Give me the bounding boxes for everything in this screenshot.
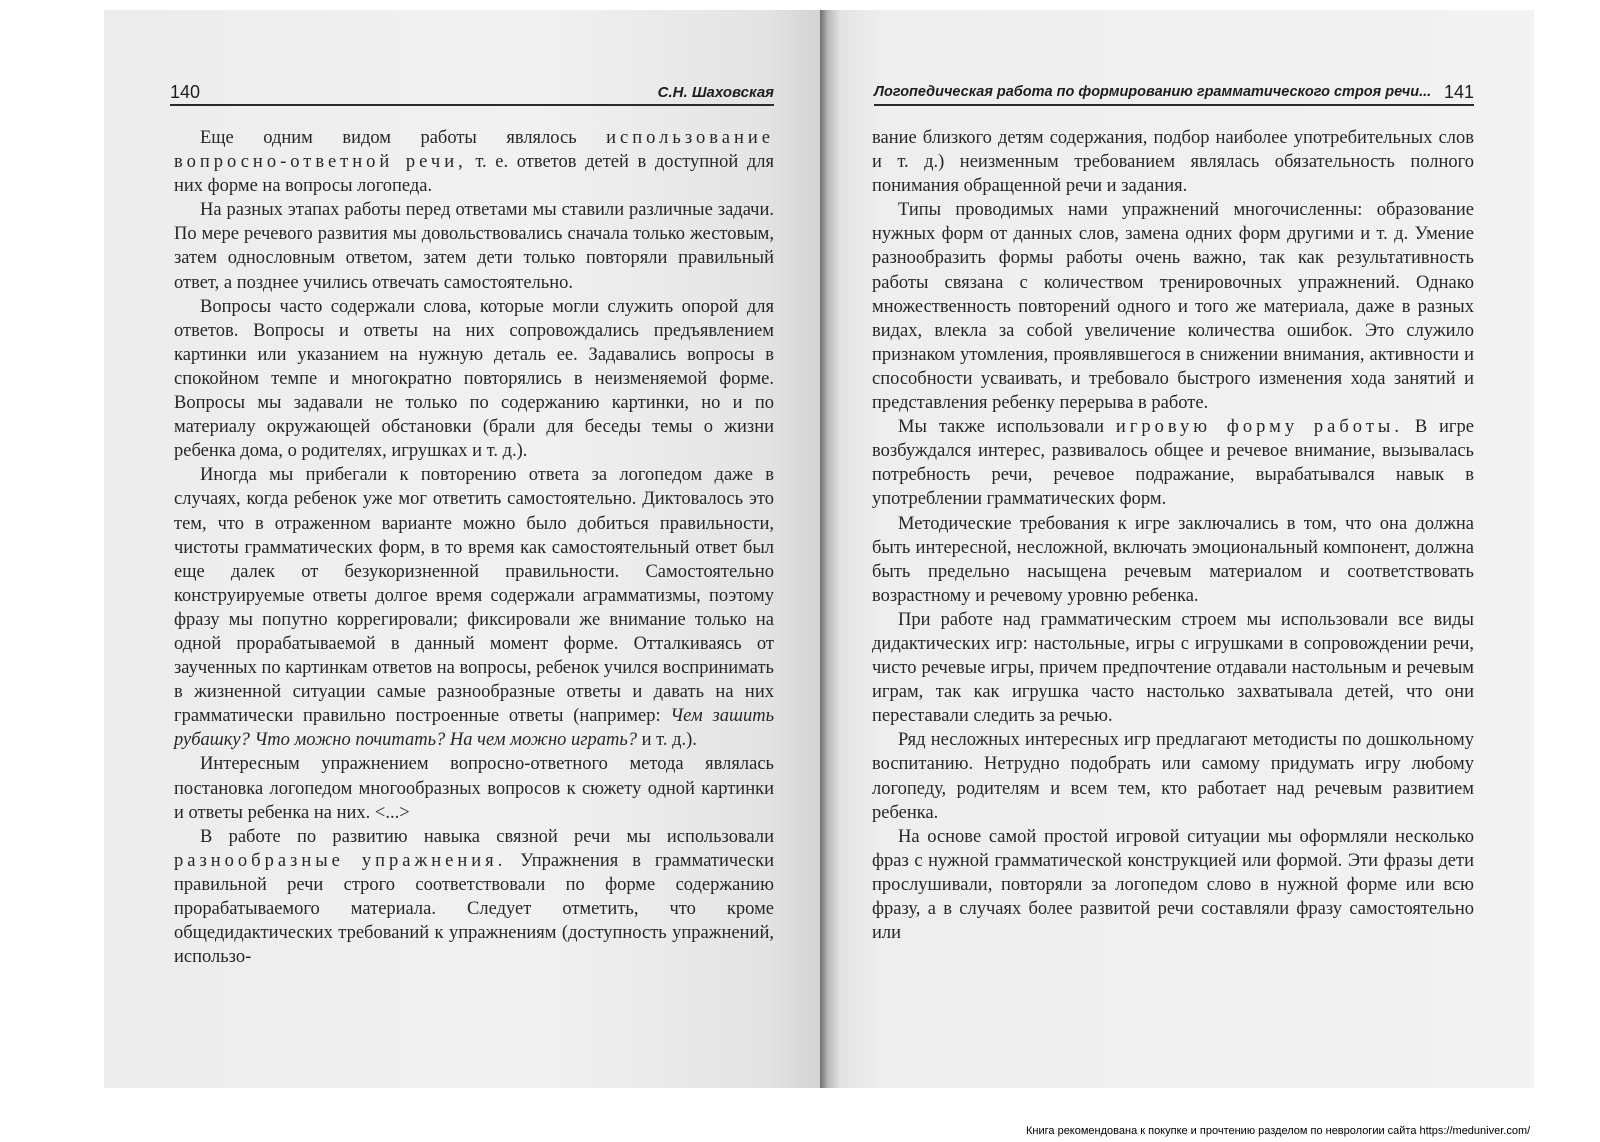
text-run: и т. д.).	[637, 730, 697, 751]
paragraph: На разных этапах работы перед ответами мы ставили различные задачи. По мере речевого развития мы довольствовались сначала только жестовым, затем однословным ответом, затем дети только повторяли правильный ответ, а позднее учились отвечать самостоятельно.	[174, 200, 774, 293]
paragraph: Вопросы часто содержали слова, которые могли служить опорой для ответов. Вопросы и ответы на них сопровождались предъявлением картинки или указанием на нужную деталь ее. Задавались вопросы в спокойном темпе и многократно повторялись в неизменяемой форме. Вопросы мы задавали не только по содержанию картинки, но и по материалу окружающей обстановки (брали для беседы темы о жизни ребенка дома, о родителях, игрушках и т. д.).	[174, 296, 774, 462]
page-number: 141	[1443, 82, 1474, 102]
body-text	[174, 126, 774, 969]
paragraph	[174, 126, 774, 198]
text-run: Еще одним видом работы являлось	[200, 128, 607, 148]
text-run: Упражнения в грамматически правильной речи строго соответствовали по форме содержанию прорабатываемого материала. Следует отметить, что кроме общедидактических требований к упражнениям (доступность упражнений, использо-	[174, 850, 774, 968]
body-text	[872, 126, 1474, 945]
paragraph: При работе над грамматическим строем мы использовали все виды дидактических игр: настольные, игры с игрушками в сопровождении речи, чисто речевые игры, причем предпочтение отдавали настольным и речевым играм, так как игрушка часто настолько захватывала детей, что они переставали следить за речью.	[872, 609, 1474, 727]
paragraph	[872, 415, 1474, 511]
paragraph: Типы проводимых нами упражнений многочисленны: образование нужных форм от данных слов, замена одних форм другими и т. д. Умение разнообразить формы работы очень важно, так как результативность работы связана с количеством тренировочных упражнений. Однако множественность повторений одного и того же материала, даже в разных видах, влекла за собой увеличение количества ошибок. Это служило признаком утомления, проявлявшегося в снижении внимания, активности и способности усваивать, и требовало быстрого изменения хода занятий и представления ребенку перерыва в работе.	[872, 200, 1474, 414]
paragraph-continuation: вание близкого детям содержания, подбор наиболее употребительных слов и т. д.) неизменным требованием являлась обязательность полного понимания обращенной речи и задания.	[872, 128, 1474, 197]
running-head-title: Логопедическая работа по формированию грамматического строя речи...	[874, 84, 1432, 100]
running-head	[170, 80, 774, 106]
paragraph: Интересным упражнением вопросно-ответного метода являлась постановка логопедом многообразных вопросов к сюжету одной картинки и ответы ребенка на них. <...>	[174, 754, 774, 823]
running-head	[874, 80, 1474, 106]
running-head-title: С.Н. Шаховская	[657, 84, 774, 101]
spaced-emphasis: разнообразные упражнения.	[174, 850, 507, 871]
paragraph	[174, 463, 774, 752]
spaced-emphasis: использование вопросно-ответной речи,	[174, 128, 774, 173]
text-run: В работе по развитию навыка связной речи мы использовали	[200, 826, 774, 847]
text-run: Иногда мы прибегали к повторению ответа за логопедом даже в случаях, когда ребенок уже мог ответить самостоятельно. Диктовалось это тем, что в отраженном варианте можно было добиться правильности, чистоты грамматических форм, в то время как самостоятельный ответ был еще далек от безукоризненной правильности. Самостоятельно конструируемые ответы долгое время содержали аграмматизмы, поэтому фразу мы попутно коррегировали; фиксировали же внимание только на одной прорабатываемой в данный момент форме. Отталкиваясь от заученных по картинкам ответов на вопросы, ребенок учился воспринимать в жизненной ситуации самые разнообразные ответы и давать на них грамматически правильно построенные ответы (например:	[174, 465, 774, 727]
left-page	[104, 10, 820, 1088]
paragraph	[174, 825, 774, 970]
spaced-emphasis: игровую форму работы.	[1115, 417, 1403, 438]
italic-examples: Чем зашить рубашку? Что можно почитать? На чем можно играть?	[174, 706, 774, 751]
text-run: т. е. ответов детей в доступной для них форме на вопросы логопеда.	[174, 152, 774, 197]
paragraph: Методические требования к игре заключались в том, что она должна быть интересной, несложной, включать эмоциональный компонент, должна быть предельно насыщена речевым материалом и соответствовать возрастному и речевому уровню ребенка.	[872, 513, 1474, 606]
text-run: Мы также использовали	[898, 417, 1116, 438]
text-run: В игре возбуждался интерес, развивалось общее и речевое внимание, вызывалась потребность речи, речевое подражание, вырабатывался навык в употреблении грамматических форм.	[872, 417, 1474, 510]
page-number: 140	[170, 82, 201, 102]
paragraph: На основе самой простой игровой ситуации мы оформляли несколько фраз с нужной грамматической конструкцией или формой. Эти фразы дети прослушивали, повторяли за логопедом слово в нужной форме или всю фразу, а в случаях более развитой речи составляли фразу самостоятельно или	[872, 826, 1474, 944]
paragraph: Ряд несложных интересных игр предлагают методисты по дошкольному воспитанию. Нетрудно подобрать или самому придумать игру любому логопеду, родителям и всем тем, кто работает над речевым развитием ребенка.	[872, 730, 1474, 823]
footer-note: Книга рекомендована к покупке и прочтению разделом по неврологии сайта https://meduniver.com/	[1026, 1125, 1531, 1137]
right-page	[820, 10, 1534, 1088]
